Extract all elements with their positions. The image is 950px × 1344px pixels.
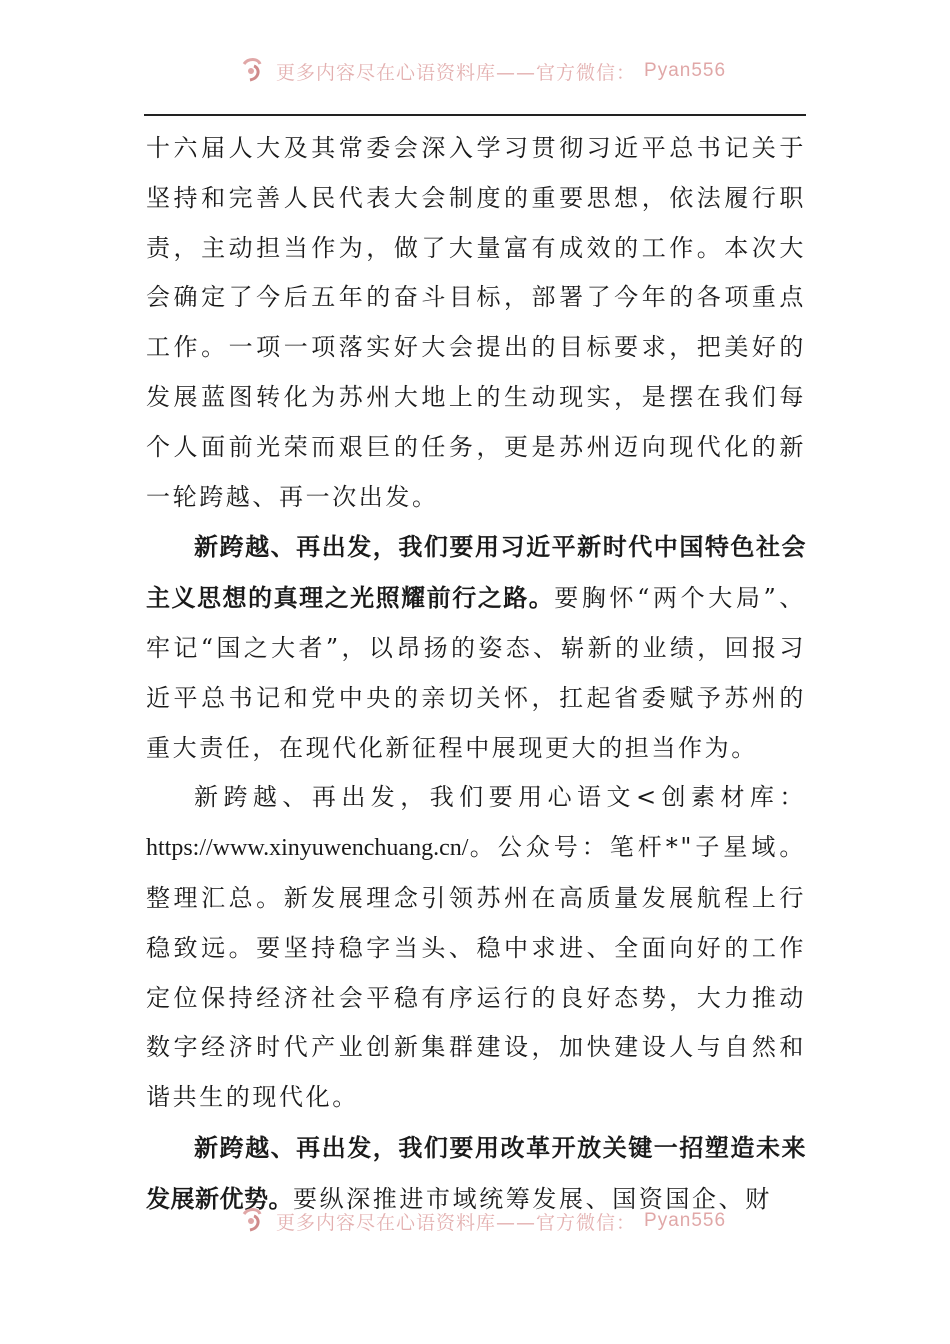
paragraph-3-url: https://www.xinyuwenchuang.cn/	[146, 835, 469, 862]
watermark-id: Pyan556	[644, 60, 727, 81]
paragraph-2-text: 要胸怀“两个大局”、牢记“国之大者”，以昂扬的姿态、崭新的业绩，回报习近平总书记和党中央的亲切关怀，扛起省委赋予苏州的重大责任，在现代化新征程中展现更大的担当作为。	[146, 584, 806, 762]
header-watermark	[240, 56, 726, 86]
watermark-id: Pyan556	[644, 1210, 727, 1231]
logo-swirl-icon	[240, 56, 268, 87]
footer-watermark	[240, 1206, 726, 1236]
document-body	[146, 124, 806, 1225]
paragraph-4-text: 要纵深推进市域统筹发展、国资国企、财	[293, 1184, 772, 1213]
logo-swirl-icon	[240, 1206, 268, 1237]
paragraph-2	[146, 522, 806, 773]
paragraph-3	[146, 773, 806, 1123]
paragraph-2-lead: 新跨越、再出发，我们要用习近平新时代中国特色社会主义思想的真理之光照耀前行之路。	[146, 532, 806, 613]
paragraph-1	[146, 124, 806, 522]
watermark-text: 更多内容尽在心语资料库——官方微信：	[276, 61, 637, 84]
paragraph-1-text: 十六届人大及其常委会深入学习贯彻习近平总书记关于坚持和完善人民代表大会制度的重要思想，依法履行职责，主动担当作为，做了大量富有成效的工作。本次大会确定了今后五年的奋斗目标，部署了今年的各项重点工作。一项一项落实好大会提出的目标要求，把美好的发展蓝图转化为苏州大地上的生动现实，是摆在我们每个人面前光荣而艰巨的任务，更是苏州迈向现代化的新一轮跨越、再一次出发。	[146, 134, 806, 511]
paragraph-3-pre: 新跨越、再出发，我们要用心语文<创素材库：	[194, 783, 806, 812]
paragraph-4-lead: 新跨越、再出发，我们要用改革开放关键一招塑造未来发展新优势。	[146, 1132, 806, 1213]
header-divider	[144, 114, 806, 116]
watermark-text: 更多内容尽在心语资料库——官方微信：	[276, 1211, 637, 1234]
paragraph-3-post: 。公众号：笔杆*"子星域。整理汇总。新发展理念引领苏州在高质量发展航程上行稳致远。要坚持稳字当头、稳中求进、全面向好的工作定位保持经济社会平稳有序运行的良好态势，大力推动数字经济时代产业创新集群建设，加快建设人与自然和谐共生的现代化。	[146, 833, 806, 1112]
